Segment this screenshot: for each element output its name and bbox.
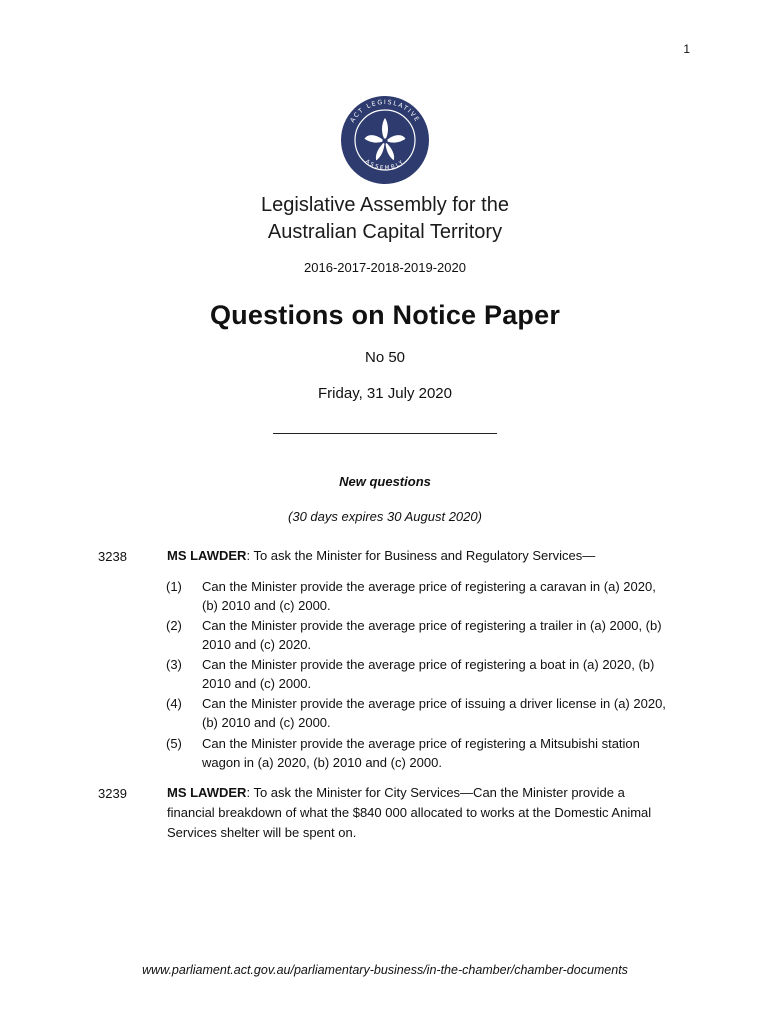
svg-text:ASSEMBLY: ASSEMBLY xyxy=(364,158,406,172)
question-intro xyxy=(167,546,667,566)
question-text: : To ask the Minister for Business and Regulatory Services— xyxy=(246,548,596,563)
org-name-line2: Australian Capital Territory xyxy=(267,221,503,243)
sub-question-number: (4) xyxy=(166,696,182,711)
sub-question-text: Can the Minister provide the average price of issuing a driver license in (a) 2020, (b) 2010 and (c) 2000. xyxy=(202,696,666,730)
divider xyxy=(273,433,497,434)
org-name-line1: Legislative Assembly for the xyxy=(261,194,509,216)
svg-text:ACT LEGISLATIVE: ACT LEGISLATIVE xyxy=(349,98,421,124)
page-number: 1 xyxy=(683,42,690,56)
footer-url: www.parliament.act.gov.au/parliamentary-business/in-the-chamber/chamber-documents xyxy=(142,963,628,977)
paper-date: Friday, 31 July 2020 xyxy=(318,385,452,402)
sub-question-text: Can the Minister provide the average price of registering a caravan in (a) 2020, (b) 2010 and (c) 2000. xyxy=(202,579,656,613)
question-intro xyxy=(167,783,667,843)
section-subheading: (30 days expires 30 August 2020) xyxy=(288,509,482,524)
question-number: 3238 xyxy=(98,549,127,564)
sub-question-number: (1) xyxy=(166,579,182,594)
question-text: : To ask the Minister for City Services—Can the Minister provide a financial breakdown of what the $840 000 allocated to works at the Domestic Animal Services shelter will be spent on. xyxy=(167,785,652,840)
sub-question-number: (3) xyxy=(166,657,182,672)
section-heading: New questions xyxy=(339,474,431,489)
paper-number: No 50 xyxy=(364,349,406,366)
member-name: MS LAWDER xyxy=(167,548,247,563)
question-number: 3239 xyxy=(98,786,127,801)
parliament-years: 2016-2017-2018-2019-2020 xyxy=(304,260,466,275)
member-name: MS LAWDER xyxy=(167,785,247,800)
sub-question-number: (5) xyxy=(166,736,182,751)
assembly-crest-logo xyxy=(340,95,430,185)
document-title: Questions on Notice Paper xyxy=(209,300,561,330)
sub-question-number: (2) xyxy=(166,618,182,633)
sub-question-text: Can the Minister provide the average price of registering a Mitsubishi station wagon in (a) 2020, (b) 2010 and (c) 2000. xyxy=(202,736,640,770)
sub-question-text: Can the Minister provide the average price of registering a boat in (a) 2020, (b) 2010 and (c) 2000. xyxy=(202,657,655,691)
sub-question-text: Can the Minister provide the average price of registering a trailer in (a) 2000, (b) 2010 and (c) 2020. xyxy=(202,618,662,652)
